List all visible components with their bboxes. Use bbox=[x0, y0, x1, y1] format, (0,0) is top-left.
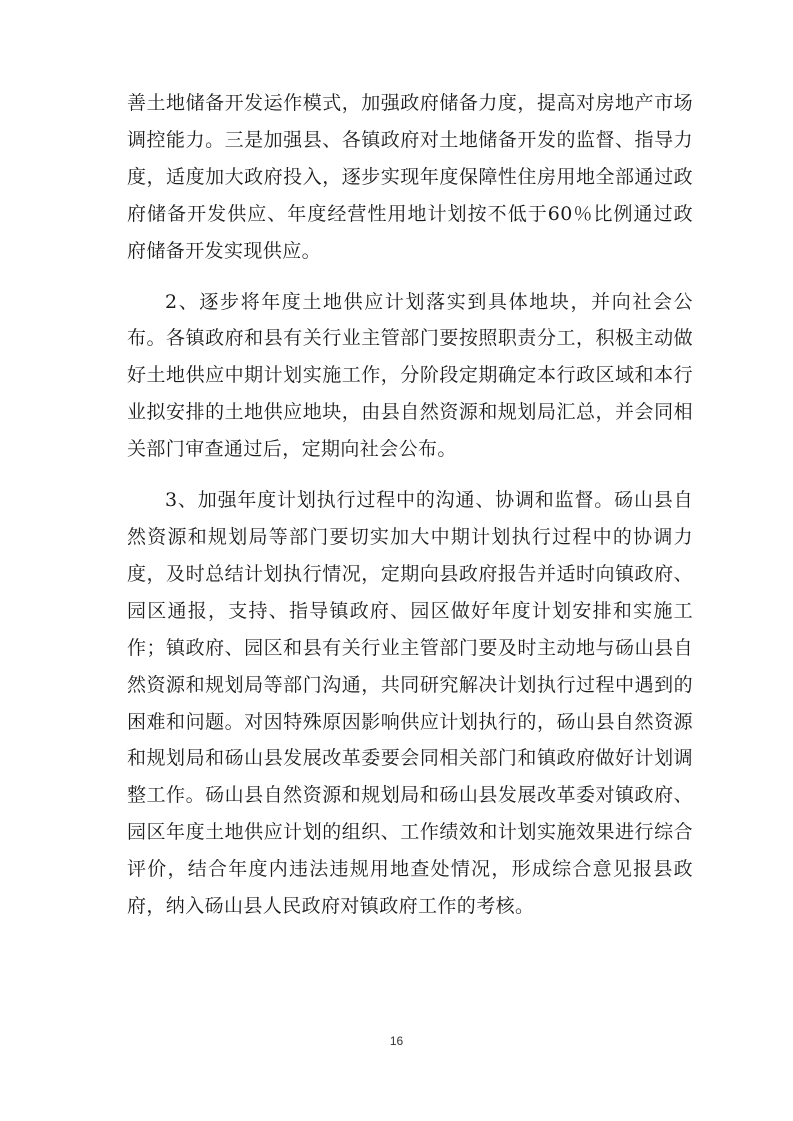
page-number: 16 bbox=[389, 1034, 404, 1048]
paragraph-item-2: 2、逐步将年度土地供应计划落实到具体地块，并向社会公布。各镇政府和县有关行业主管部门要按照职责分工，积极主动做好土地供应中期计划实施工作，分阶段定期确定本行政区域和本行业拟安排的土地供应地块，由县自然资源和规划局汇总，并会同相关部门审查通过后，定期向社会公布。 bbox=[127, 290, 693, 461]
paragraph-spacer bbox=[127, 270, 693, 284]
paragraph-continuation: 善土地储备开发运作模式，加强政府储备力度，提高对房地产市场调控能力。三是加强县、各镇政府对土地储备开发的监督、指导力度，适度加大政府投入，逐步实现年度保障性住房用地全部通过政府储备开发供应、年度经营性用地计划按不低于60％比例通过政府储备开发实现供应。 bbox=[127, 92, 693, 262]
document-body bbox=[127, 85, 693, 925]
paragraph-spacer bbox=[127, 468, 693, 482]
paragraph-item-3: 3、加强年度计划执行过程中的沟通、协调和监督。砀山县自然资源和规划局等部门要切实加大中期计划执行过程中的协调力度，及时总结计划执行情况，定期向县政府报告并适时向镇政府、园区通报，支持、指导镇政府、园区做好年度计划安排和实施工作；镇政府、园区和县有关行业主管部门要及时主动地与砀山县自然资源和规划局等部门沟通，共同研究解决计划执行过程中遇到的困难和问题。对因特殊原因影响供应计划执行的，砀山县自然资源和规划局和砀山县发展改革委要会同相关部门和镇政府做好计划调整工作。砀山县自然资源和规划局和砀山县发展改革委对镇政府、园区年度土地供应计划的组织、工作绩效和计划实施效果进行综合评价，结合年度内违法违规用地查处情况，形成综合意见报县政府，纳入砀山县人民政府对镇政府工作的考核。 bbox=[127, 489, 693, 918]
